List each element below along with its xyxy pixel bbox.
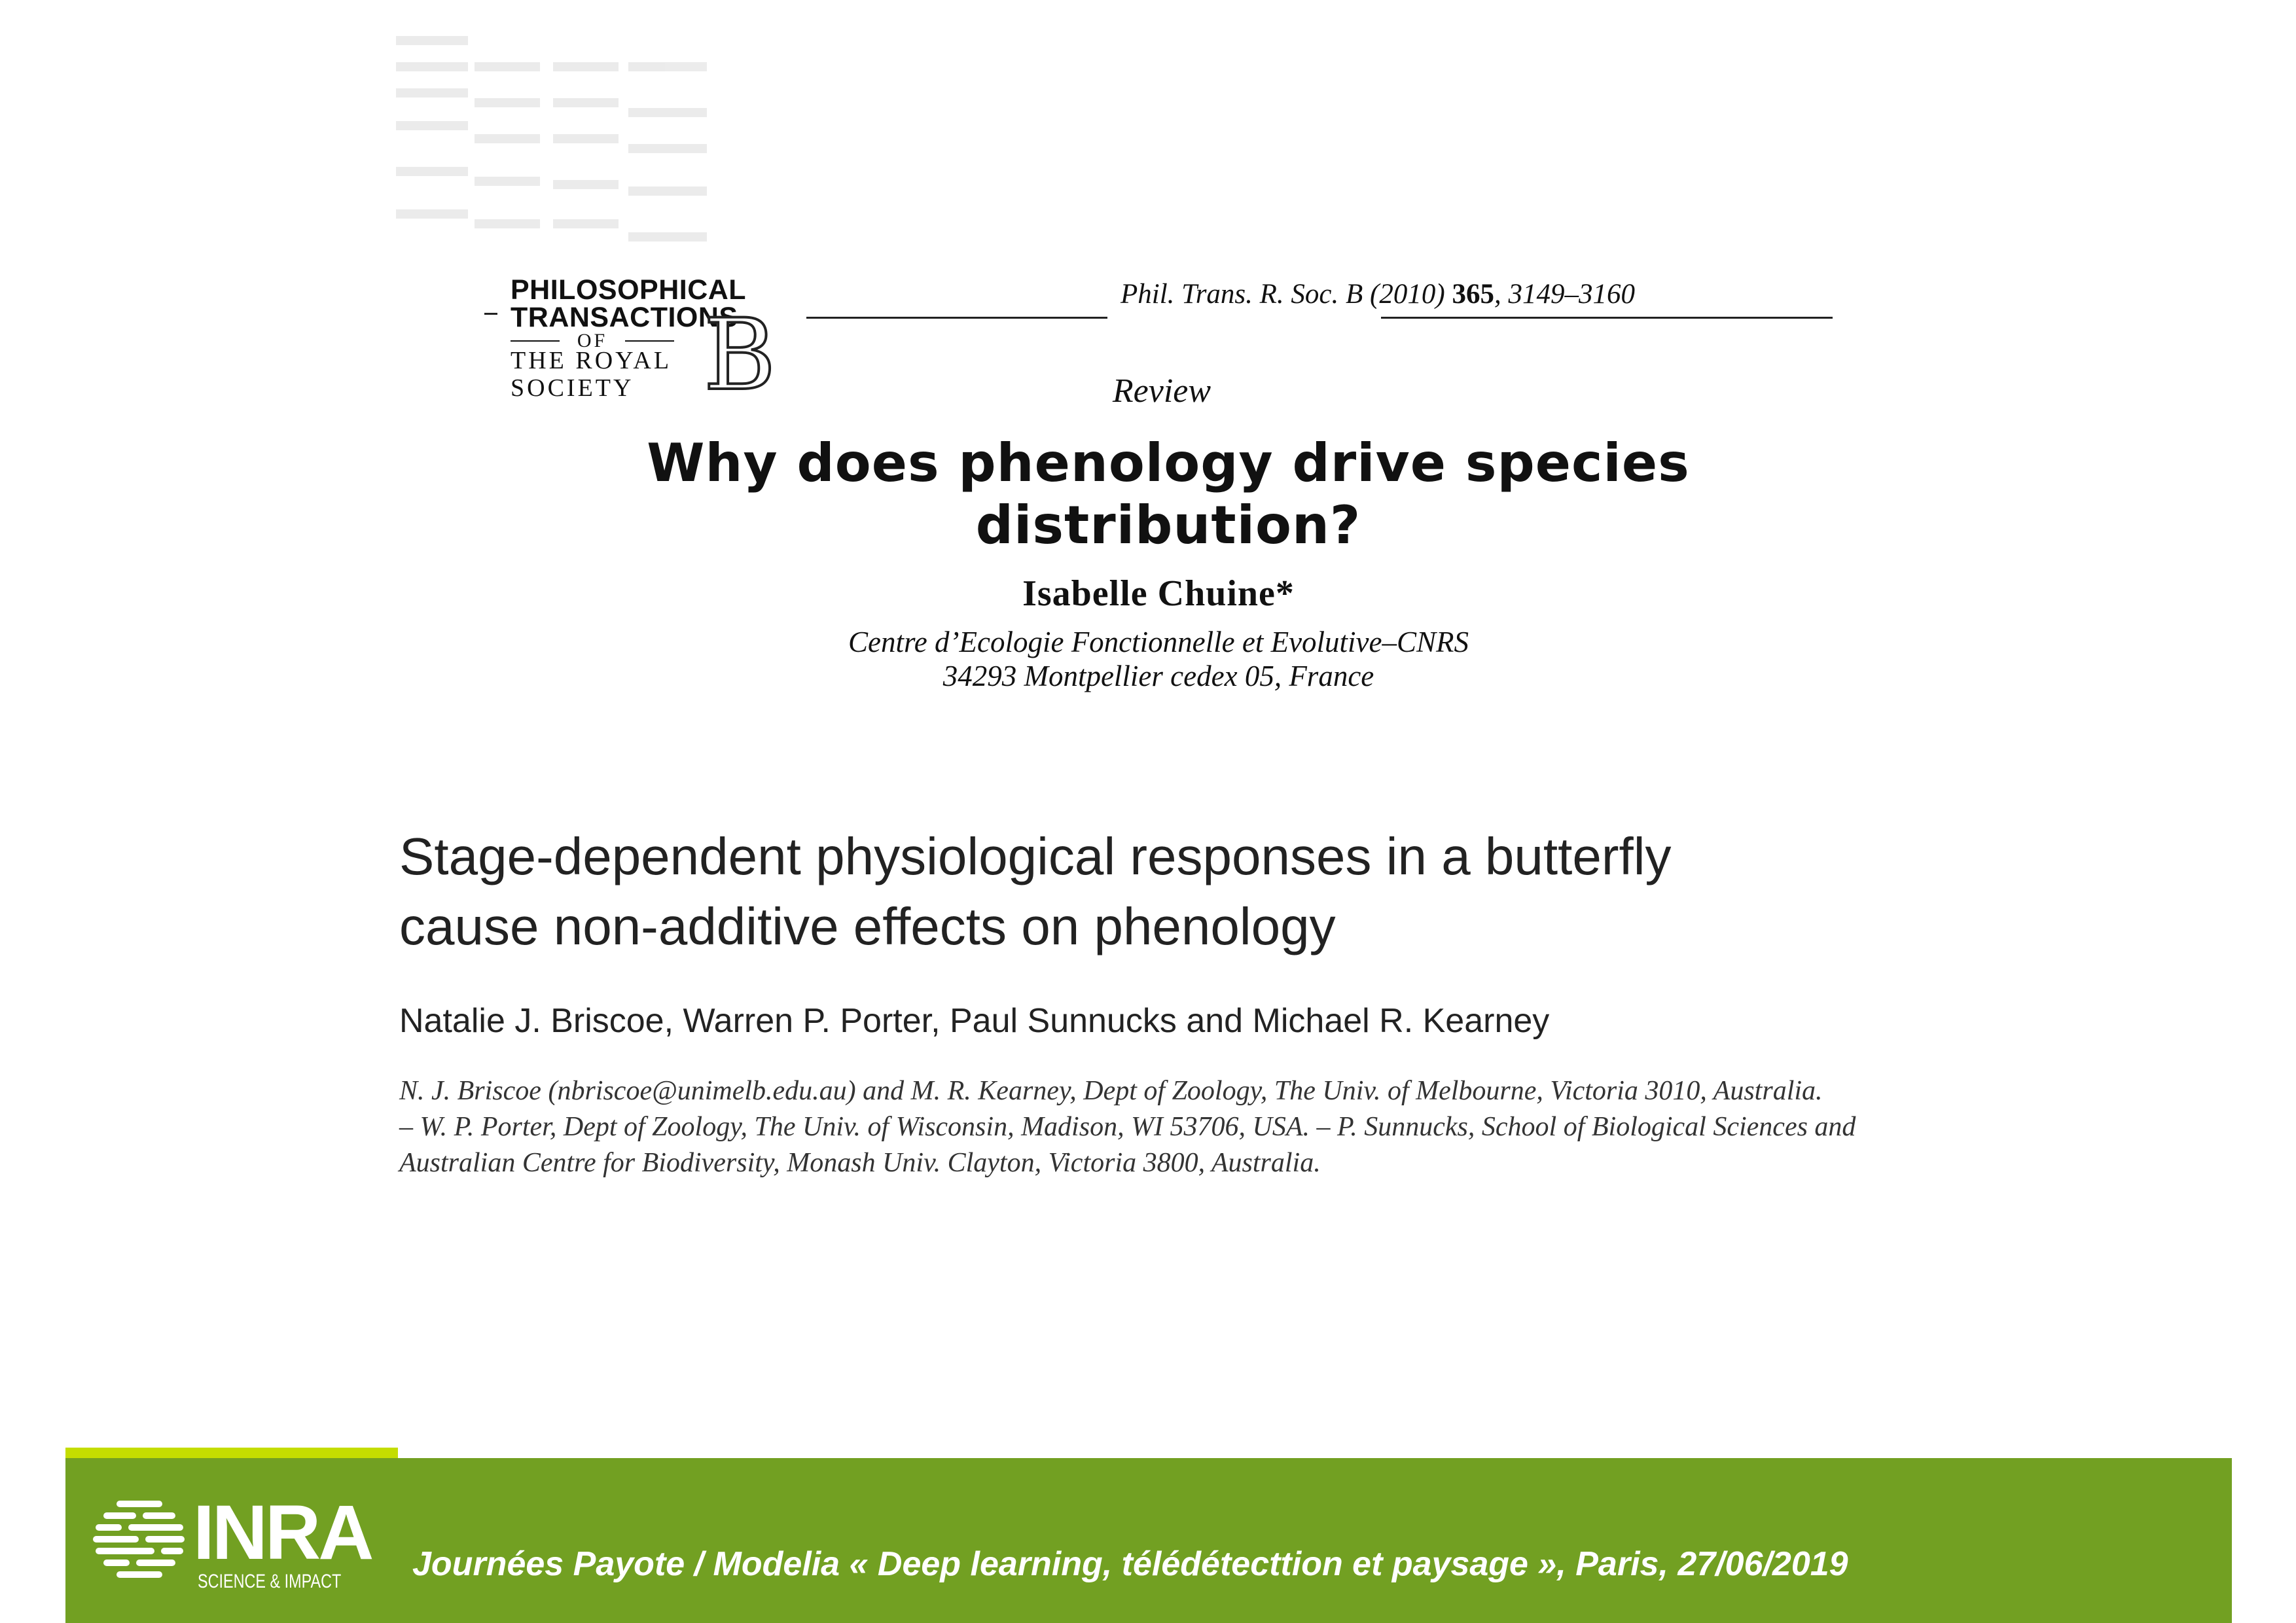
paper2-authors: Natalie J. Briscoe, Warren P. Porter, Paul Sunnucks and Michael R. Kearney: [399, 1002, 1550, 1040]
logo-of-rule-right: [625, 340, 674, 342]
inra-tagline: SCIENCE & IMPACT: [198, 1571, 342, 1592]
inra-globe-icon: [90, 1495, 188, 1587]
header-rule-middle: [806, 317, 1107, 319]
paper2-affiliation: N. J. Briscoe (nbriscoe@unimelb.edu.au) and M. R. Kearney, Dept of Zoology, The Univ. of Melbourne, Victoria 3010, Australia. – W. P. Porter, Dept of Zoology, The Univ. of Wisconsin, Madison, WI 53706, USA. – P. Sunnucks, School of Biological Sciences and Australian Centre for Biodiversity, Monash Univ. Clayton, Victoria 3800, Australia.: [399, 1076, 1856, 1178]
logo-series-letter: B: [704, 298, 776, 412]
article-type: Review: [1112, 372, 1211, 410]
inra-logo-text: INRA: [193, 1489, 372, 1576]
paper1-author: Isabelle Chuine*: [1022, 573, 1295, 614]
paper2-title: Stage-dependent physiological responses in a butterfly cause non-additive effects on phenology: [399, 827, 1672, 955]
header-rule-right: [1381, 317, 1833, 319]
footer-event-text: Journées Payote / Modelia « Deep learning, télédétecttion et paysage », Paris, 27/06/2019: [412, 1545, 1848, 1583]
logo-title: PHILOSOPHICAL TRANSACTIONS: [511, 274, 747, 333]
logo-of: OF: [577, 330, 608, 351]
logo-royal-society: THE ROYAL SOCIETY: [511, 347, 672, 402]
footer-band: [65, 1458, 2232, 1623]
decorative-table-graphic: [396, 36, 710, 245]
royal-society-logo: [484, 274, 812, 412]
footer-accent-bar: [65, 1448, 398, 1458]
header-rule-left: [484, 313, 497, 315]
citation: Phil. Trans. R. Soc. B (2010) 365, 3149–3160: [1121, 279, 1635, 310]
paper1-title: Why does phenology drive species distribution?: [647, 433, 1690, 556]
paper1-affiliation: Centre d’Ecologie Fonctionnelle et Evolutive–CNRS 34293 Montpellier cedex 05, France: [848, 626, 1469, 692]
